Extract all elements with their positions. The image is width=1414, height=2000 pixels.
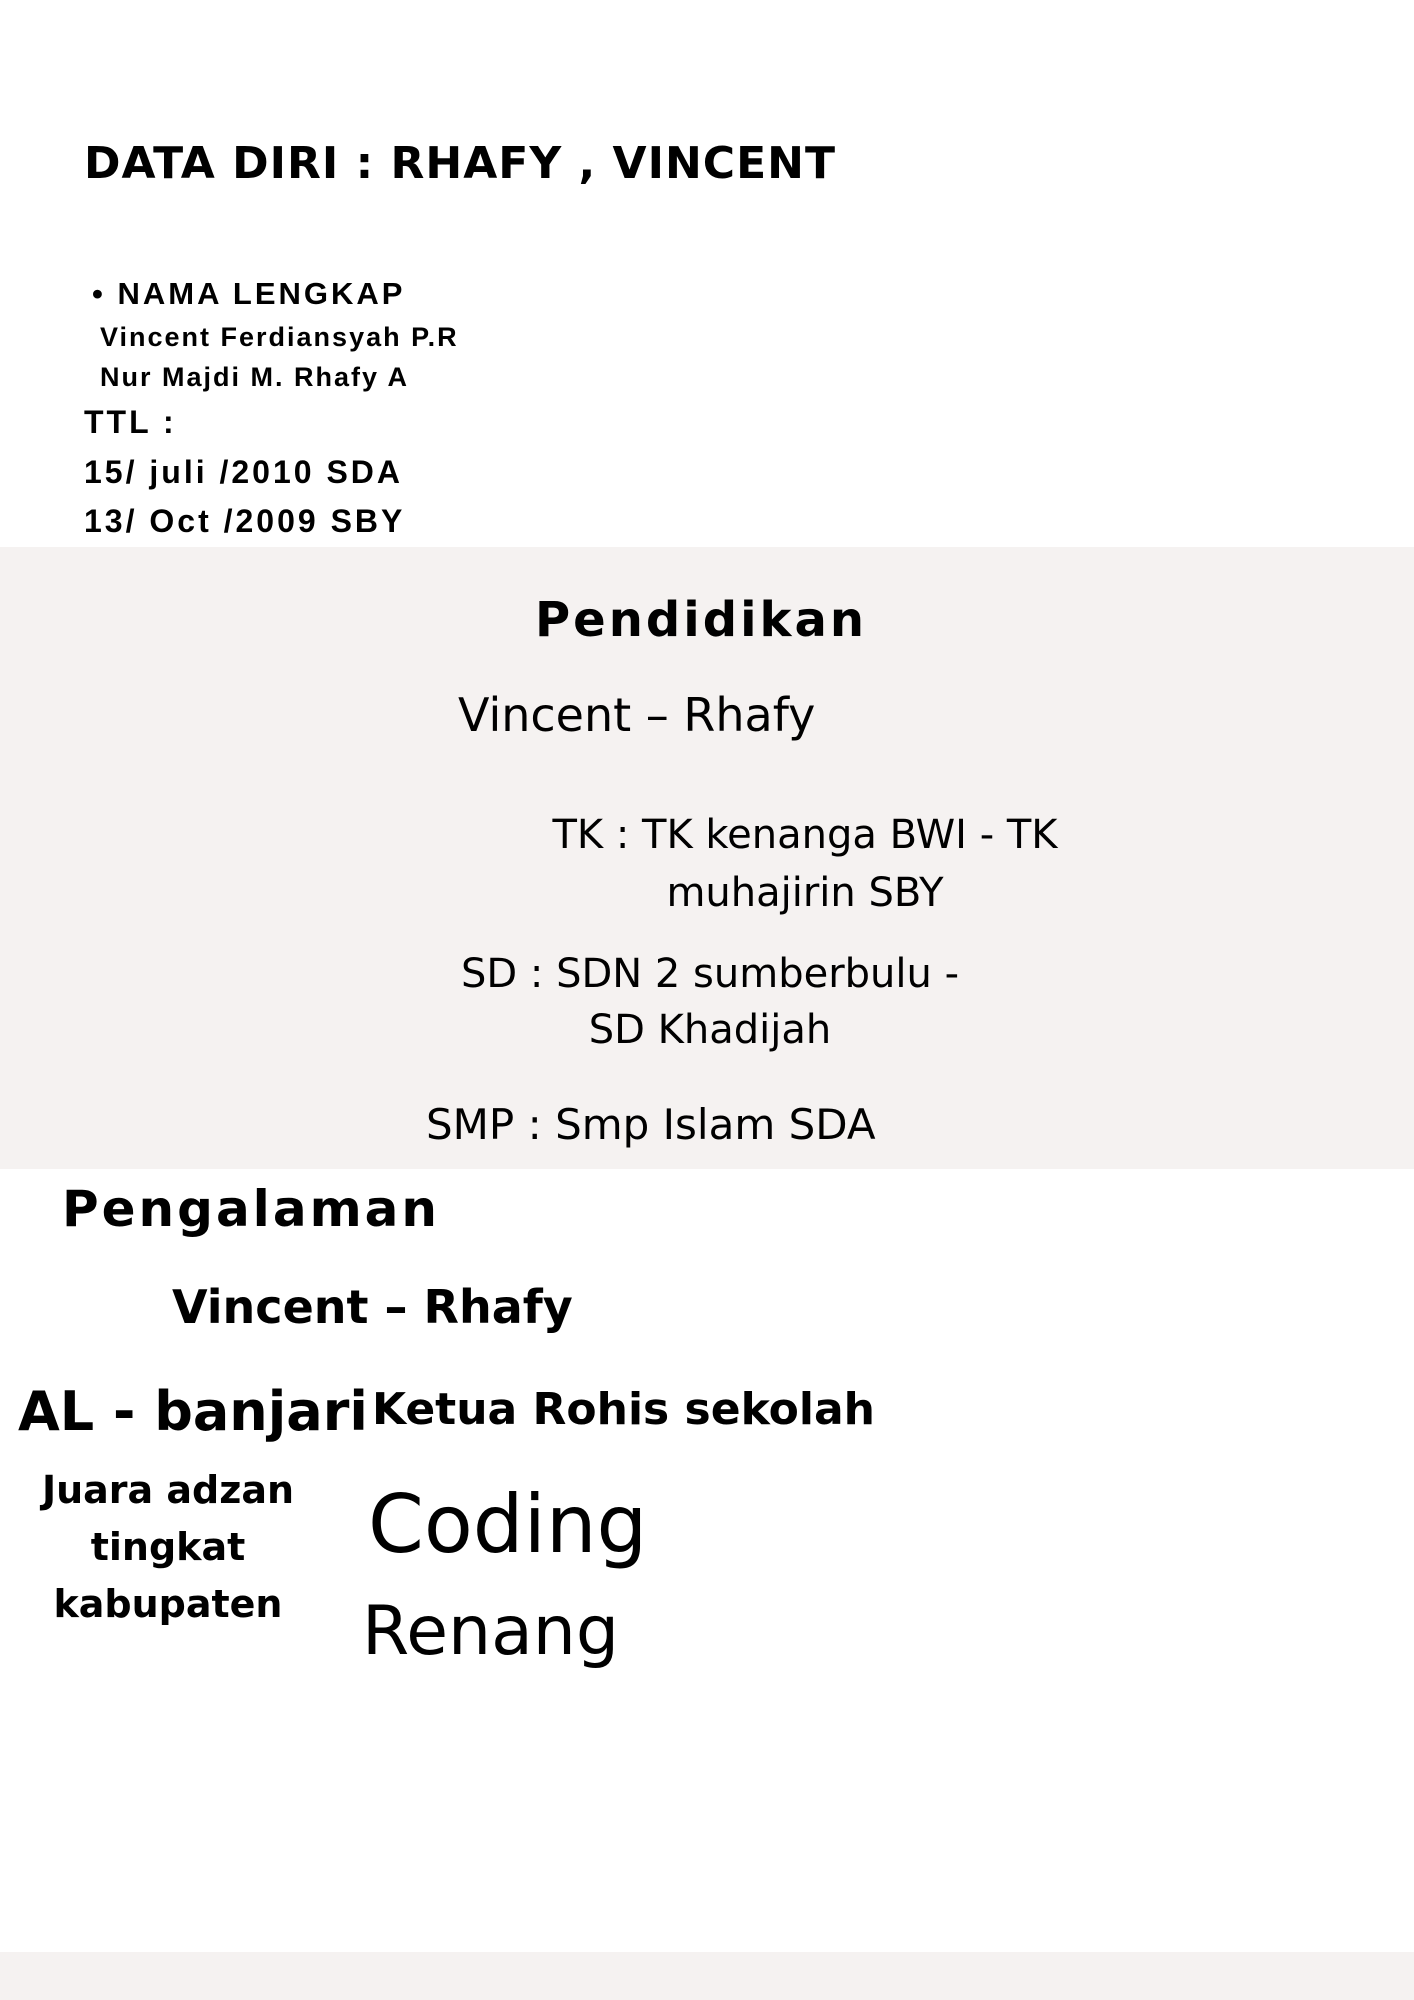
education-sd: SD : SDN 2 sumberbulu - SD Khadijah bbox=[460, 951, 960, 1053]
education-heading: Pendidikan bbox=[535, 592, 868, 648]
full-name-vincent: Vincent Ferdiansyah P.R bbox=[100, 322, 459, 352]
experience-coding: Coding bbox=[368, 1478, 648, 1571]
experience-names: Vincent – Rhafy bbox=[172, 1280, 573, 1334]
experience-rohis: Ketua Rohis sekolah bbox=[372, 1384, 875, 1435]
ttl-label: TTL : bbox=[84, 404, 177, 440]
ttl-value-vincent: 15/ juli /2010 SDA bbox=[84, 454, 404, 490]
full-name-label: • NAMA LENGKAP bbox=[92, 276, 406, 311]
experience-adzan: Juara adzan tingkat kabupaten bbox=[41, 1468, 295, 1626]
page-title: DATA DIRI : RHAFY , VINCENT bbox=[84, 138, 836, 189]
full-name-rhafy: Nur Majdi M. Rhafy A bbox=[100, 362, 410, 392]
education-tk: TK : TK kenanga BWI - TK muhajirin SBY bbox=[552, 812, 1058, 916]
experience-renang: Renang bbox=[362, 1592, 620, 1671]
education-smp: SMP : Smp Islam SDA bbox=[426, 1100, 876, 1149]
experience-al-banjari: AL - banjari bbox=[18, 1380, 368, 1443]
footer-band bbox=[0, 1952, 1414, 2000]
education-names: Vincent – Rhafy bbox=[458, 688, 816, 742]
ttl-value-rhafy: 13/ Oct /2009 SBY bbox=[84, 503, 406, 539]
experience-heading: Pengalaman bbox=[62, 1180, 440, 1238]
